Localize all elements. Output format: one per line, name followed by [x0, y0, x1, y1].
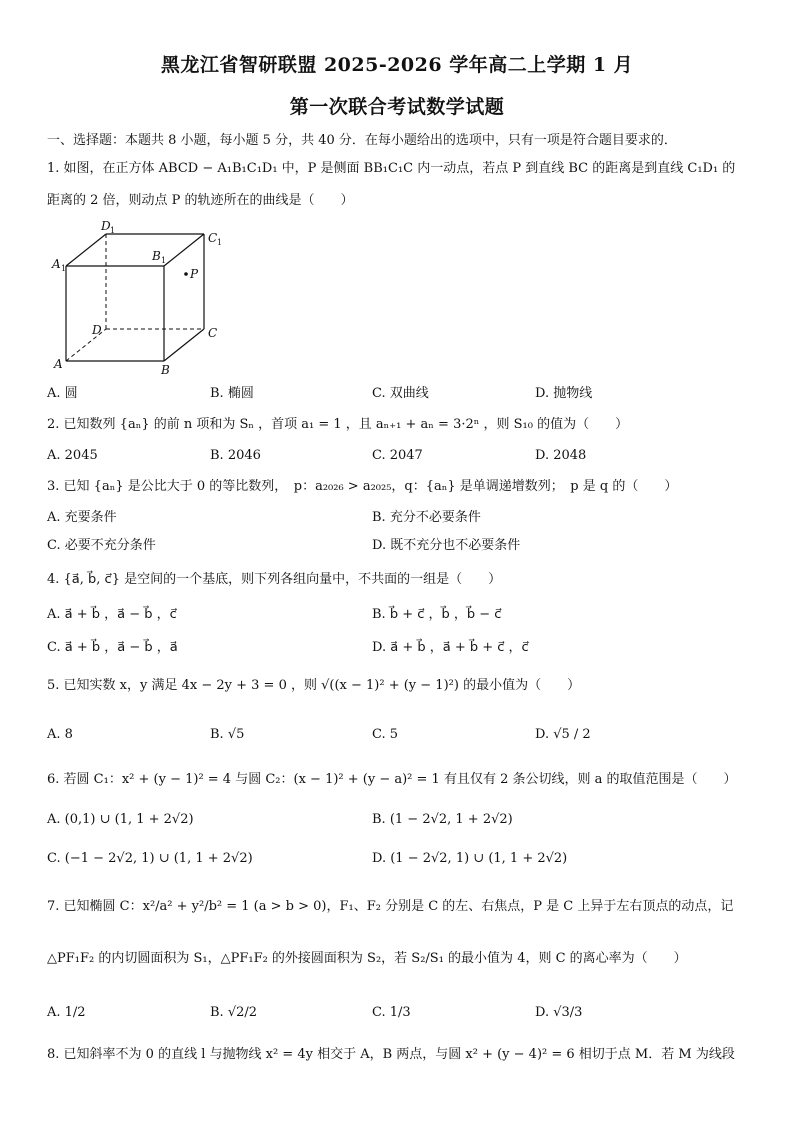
q7-stem-line1: 7. 已知椭圆 C：x²/a² + y²/b² = 1 (a > b > 0)，F₁、F₂ 分别是 C 的左、右焦点，P 是 C 上异于左右顶点的动点，记 — [47, 899, 734, 914]
q2-option-c: C. 2047 — [372, 448, 423, 463]
label-d: D — [92, 323, 102, 337]
q4-option-c: C. a⃗ + b⃗ ，a⃗ − b⃗ ，a⃗ — [47, 640, 178, 655]
q7-option-d: D. √3/3 — [535, 1005, 583, 1020]
q1-option-a: A. 圆 — [47, 386, 78, 401]
q4-option-a: A. a⃗ + b⃗ ，a⃗ − b⃗ ，c⃗ — [47, 607, 177, 622]
label-a1: A — [52, 257, 61, 271]
q5-option-a: A. 8 — [47, 727, 73, 742]
q6-stem: 6. 若圆 C₁：x² + (y − 1)² = 4 与圆 C₂：(x − 1)² + (y − a)² = 1 有且仅有 2 条公切线，则 a 的取值范围是（ ） — [47, 772, 737, 787]
q1-option-d: D. 抛物线 — [535, 386, 593, 401]
q4-option-d: D. a⃗ + b⃗ ，a⃗ + b⃗ + c⃗ ，c⃗ — [372, 640, 529, 655]
cube-figure — [44, 216, 234, 381]
point-p — [184, 272, 188, 276]
label-c1: C — [208, 231, 218, 245]
q5-stem: 5. 已知实数 x，y 满足 4x − 2y + 3 = 0 ，则 √((x − 1)² + (y − 1)²) 的最小值为（ ） — [47, 678, 581, 693]
edge-b1c1 — [164, 234, 204, 266]
q2-option-d: D. 2048 — [535, 448, 587, 463]
label-d1: D — [101, 219, 111, 233]
q4-stem: 4. {a⃗, b⃗, c⃗} 是空间的一个基底，则下列各组向量中，不共面的一组是（ ） — [47, 572, 502, 587]
edge-bc — [164, 329, 204, 361]
q7-option-c: C. 1/3 — [372, 1005, 411, 1020]
q4-option-b: B. b⃗ + c⃗ ，b⃗ ，b⃗ − c⃗ — [372, 607, 502, 622]
q5-option-b: B. √5 — [210, 727, 245, 742]
q3-option-d: D. 既不充分也不必要条件 — [372, 538, 521, 553]
q5-option-d: D. √5 / 2 — [535, 727, 591, 742]
label-d1-sub: 1 — [110, 226, 116, 235]
q5-option-c: C. 5 — [372, 727, 399, 742]
page-title-line2: 第一次联合考试数学试题 — [289, 96, 505, 118]
q8-stem: 8. 已知斜率不为 0 的直线 l 与抛物线 x² = 4y 相交于 A，B 两点，与圆 x² + (y − 4)² = 6 相切于点 M．若 M 为线段 — [47, 1047, 735, 1062]
label-a1-sub: 1 — [61, 264, 67, 273]
q6-option-a: A. (0,1) ∪ (1, 1 + 2√2) — [47, 812, 194, 827]
q2-option-a: A. 2045 — [47, 448, 98, 463]
q3-option-c: C. 必要不充分条件 — [47, 538, 156, 553]
q3-option-b: B. 充分不必要条件 — [372, 510, 481, 525]
label-b: B — [161, 363, 170, 377]
q6-option-d: D. (1 − 2√2, 1) ∪ (1, 1 + 2√2) — [372, 851, 568, 866]
label-p: P — [190, 267, 199, 281]
page-title-line1: 黑龙江省智研联盟 2025-2026 学年高二上学期 1 月 — [160, 54, 634, 76]
label-b1: B — [152, 249, 161, 263]
q7-stem-line2: △PF₁F₂ 的内切圆面积为 S₁，△PF₁F₂ 的外接圆面积为 S₂，若 S₂/S₁ 的最小值为 4，则 C 的离心率为（ ） — [47, 951, 687, 966]
label-c: C — [208, 326, 218, 340]
q1-option-c: C. 双曲线 — [372, 386, 429, 401]
label-a: A — [54, 357, 63, 371]
q2-stem: 2. 已知数列 {aₙ} 的前 n 项和为 Sₙ ，首项 a₁ = 1 ，且 aₙ₊₁ + aₙ = 3·2ⁿ ，则 S₁₀ 的值为（ ） — [47, 417, 629, 432]
q6-option-b: B. (1 − 2√2, 1 + 2√2) — [372, 812, 513, 827]
section-instruction: 一、选择题：本题共 8 小题，每小题 5 分，共 40 分．在每小题给出的选项中，只有一项是符合题目要求的． — [47, 133, 677, 148]
label-b1-sub: 1 — [161, 256, 167, 265]
q7-option-b: B. √2/2 — [210, 1005, 258, 1020]
q1-option-b: B. 椭圆 — [210, 386, 254, 401]
edge-a1d1 — [66, 234, 106, 266]
q3-option-a: A. 充要条件 — [47, 510, 117, 525]
q2-option-b: B. 2046 — [210, 448, 261, 463]
q6-option-c: C. (−1 − 2√2, 1) ∪ (1, 1 + 2√2) — [47, 851, 253, 866]
label-c1-sub: 1 — [217, 238, 223, 247]
q3-stem: 3. 已知 {aₙ} 是公比大于 0 的等比数列， p：a₂₀₂₆ > a₂₀₂₅，q：{aₙ} 是单调递增数列； p 是 q 的（ ） — [47, 479, 678, 494]
q1-stem-line2: 距离的 2 倍，则动点 P 的轨迹所在的曲线是（ ） — [47, 193, 354, 208]
q1-stem-line1: 1. 如图，在正方体 ABCD − A₁B₁C₁D₁ 中，P 是侧面 BB₁C₁C 内一动点，若点 P 到直线 BC 的距离是到直线 C₁D₁ 的 — [47, 161, 736, 176]
q7-option-a: A. 1/2 — [47, 1005, 86, 1020]
